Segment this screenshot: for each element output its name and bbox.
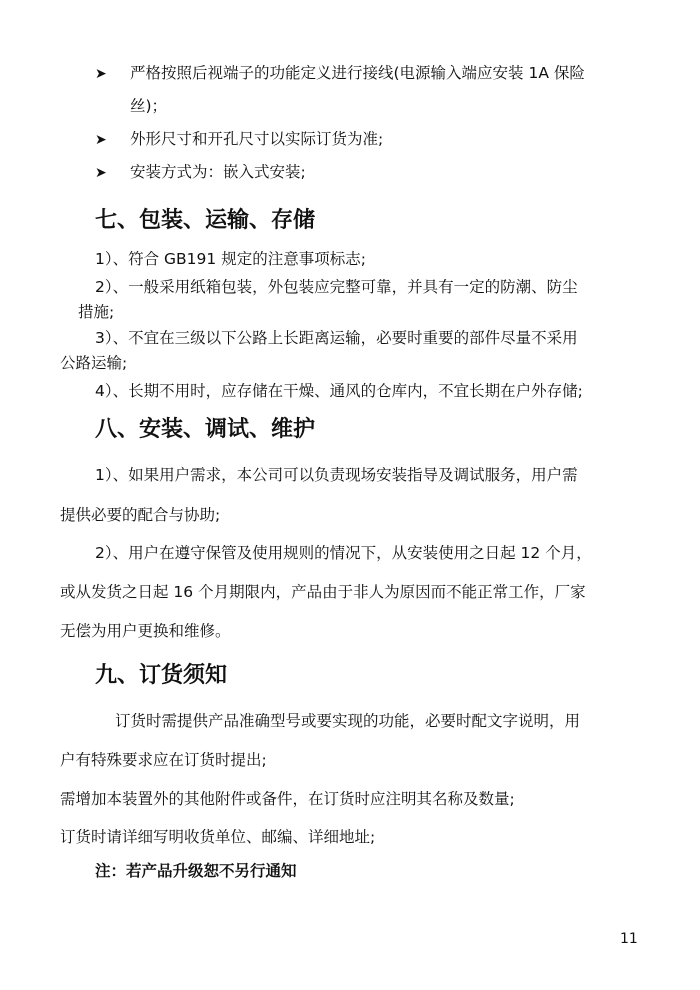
- bullet-3: 安装方式为：嵌入式安装;: [130, 163, 306, 181]
- bullet-arrow-icon: ➤: [95, 132, 107, 148]
- section-8-para-2-line-2: 或从发货之日起 16 个月期限内，产品由于非人为原因而不能正常工作，厂家: [60, 583, 586, 601]
- section-9-para-1-line-2: 户有特殊要求应在订货时提出;: [60, 751, 267, 769]
- bullet-arrow-icon: ➤: [95, 66, 107, 82]
- bullet-1-line-2: 丝)；: [130, 97, 168, 115]
- section-9-note: 注：若产品升级恕不另行通知: [95, 862, 297, 880]
- page-number: 11: [620, 931, 638, 947]
- section-9-para-3: 订货时请详细写明收货单位、邮编、详细地址;: [60, 828, 376, 846]
- section-8-heading: 八、安装、调试、维护: [95, 417, 316, 442]
- section-7-item-2-line-2: 措施;: [78, 303, 115, 321]
- section-8-para-2-line-1: 2）、用户在遵守保管及使用规则的情况下，从安装使用之日起 12 个月，: [95, 544, 592, 562]
- section-8-para-1-line-2: 提供必要的配合与协助;: [60, 506, 221, 524]
- section-9-heading: 九、订货须知: [95, 663, 228, 688]
- section-7-item-2-line-1: 2）、一般采用纸箱包装，外包装应完整可靠，并具有一定的防潮、防尘: [95, 278, 578, 296]
- section-7-item-4: 4）、长期不用时，应存储在干燥、通风的仓库内，不宜长期在户外存储;: [95, 382, 583, 400]
- section-7-item-3-line-1: 3）、不宜在三级以下公路上长距离运输，必要时重要的部件尽量不采用: [95, 329, 578, 347]
- section-7-heading: 七、包装、运输、存储: [95, 208, 316, 233]
- section-7-item-3-line-2: 公路运输;: [60, 354, 128, 372]
- bullet-arrow-icon: ➤: [95, 165, 107, 181]
- bullet-1-line-1: 严格按照后视端子的功能定义进行接线(电源输入端应安装 1A 保险: [130, 64, 585, 82]
- section-9-para-2: 需增加本装置外的其他附件或备件，在订货时应注明其名称及数量;: [60, 790, 515, 808]
- section-8-para-1-line-1: 1）、如果用户需求，本公司可以负责现场安装指导及调试服务，用户需: [95, 466, 578, 484]
- bullet-2: 外形尺寸和开孔尺寸以实际订货为准;: [130, 130, 384, 148]
- section-8-para-2-line-3: 无偿为用户更换和维修。: [60, 622, 231, 640]
- section-9-para-1-line-1: 订货时需提供产品准确型号或要实现的功能，必要时配文字说明，用: [115, 712, 581, 730]
- section-7-item-1: 1）、符合 GB191 规定的注意事项标志;: [95, 250, 366, 268]
